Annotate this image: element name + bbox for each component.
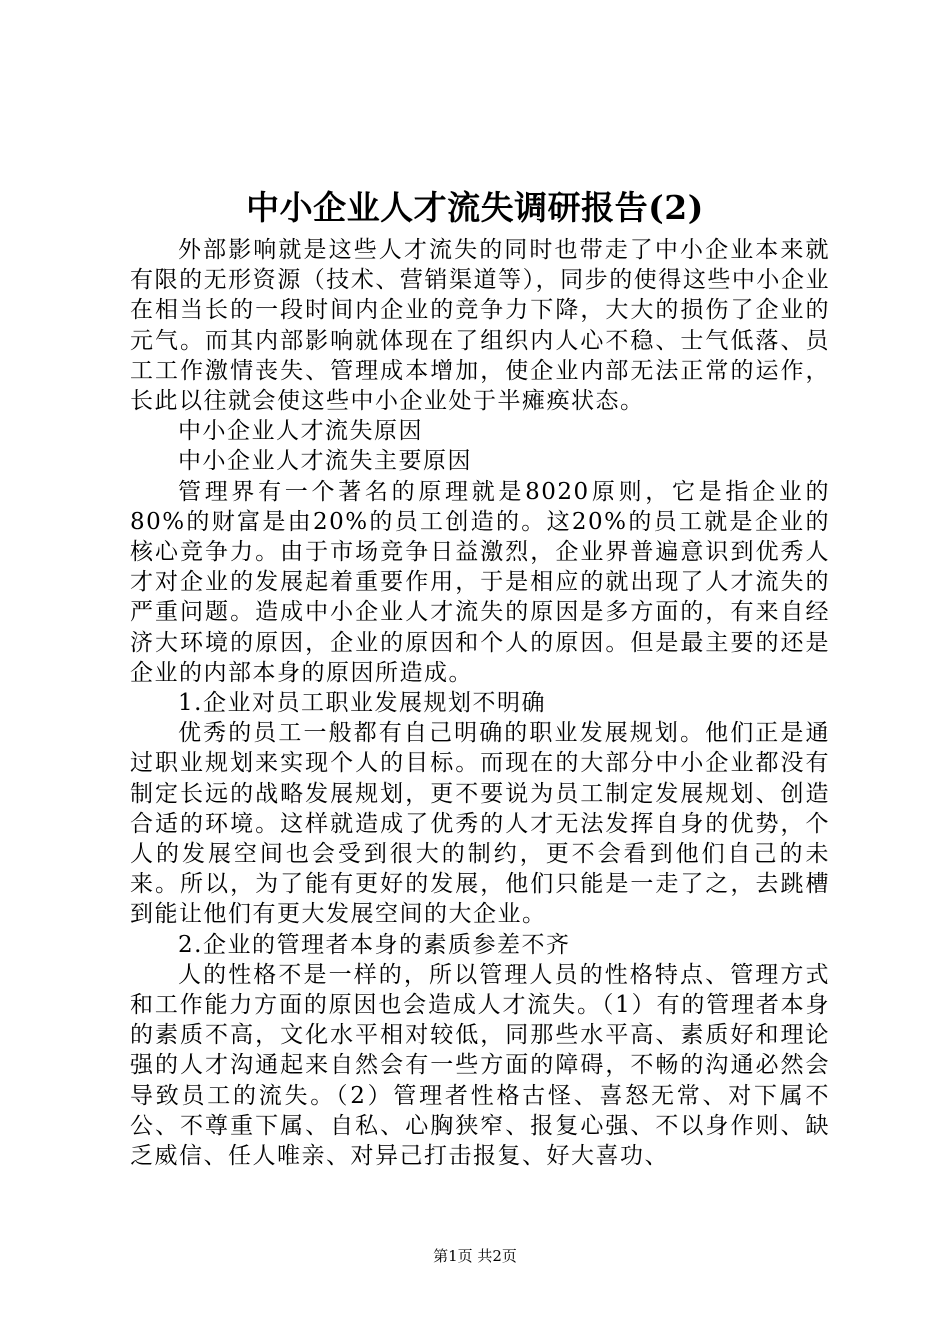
subheading-career-planning: 1.企业对员工职业发展规划不明确 — [178, 690, 546, 717]
paragraph-manager-quality: 人的性格不是一样的，所以管理人员的性格特点、管理方式和工作能力方面的原因也会造成人才流失。（1）有的管理者本身的素质不高，文化水平相对较低，同那些水平高、素质好和理论强的人才沟通起来自然会有一些方面的障碍，不畅的沟通必然会导致员工的流失。（2）管理者性格古怪、喜怒无常、对下属不公、不尊重下属、自私、心胸狭窄、报复心强、不以身作则、缺乏威信、任人唯亲、对异己打击报复、好大喜功、 — [130, 961, 830, 1170]
document-body — [130, 235, 830, 1171]
page-title: 中小企业人才流失调研报告(2) — [246, 188, 704, 227]
section-heading-causes: 中小企业人才流失原因 — [178, 418, 423, 445]
page-footer: 第1页 共2页 — [433, 1247, 517, 1265]
paragraph-8020-principle: 管理界有一个著名的原理就是8020原则，它是指企业的80%的财富是由20%的员工创造的。这20%的员工就是企业的核心竞争力。由于市场竞争日益激烈，企业界普遍意识到优秀人才对企业的发展起着重要作用，于是相应的就出现了人才流失的严重问题。造成中小企业人才流失的原因是多方面的，有来自经济大环境的原因，企业的原因和个人的原因。但是最主要的还是企业的内部本身的原因所造成。 — [130, 478, 830, 686]
paragraph-career-planning: 优秀的员工一般都有自己明确的职业发展规划。他们正是通过职业规划来实现个人的目标。而现在的大部分中小企业都没有制定长远的战略发展规划，更不要说为员工制定发展规划、创造合适的环境。这样就造成了优秀的人才无法发挥自身的优势，个人的发展空间也会受到很大的制约，更不会看到他们自己的未来。所以，为了能有更好的发展，他们只能是一走了之，去跳槽到能让他们有更大发展空间的大企业。 — [130, 720, 830, 928]
section-heading-main-causes: 中小企业人才流失主要原因 — [178, 448, 472, 475]
subheading-manager-quality: 2.企业的管理者本身的素质参差不齐 — [178, 931, 571, 958]
paragraph-external-impact: 外部影响就是这些人才流失的同时也带走了中小企业本来就有限的无形资源（技术、营销渠道等），同步的使得这些中小企业在相当长的一段时间内企业的竞争力下降，大大的损伤了企业的元气。而其内部影响就体现在了组织内人心不稳、士气低落、员工工作激情丧失、管理成本增加，使企业内部无法正常的运作，长此以往就会使这些中小企业处于半瘫痪状态。 — [130, 237, 830, 415]
